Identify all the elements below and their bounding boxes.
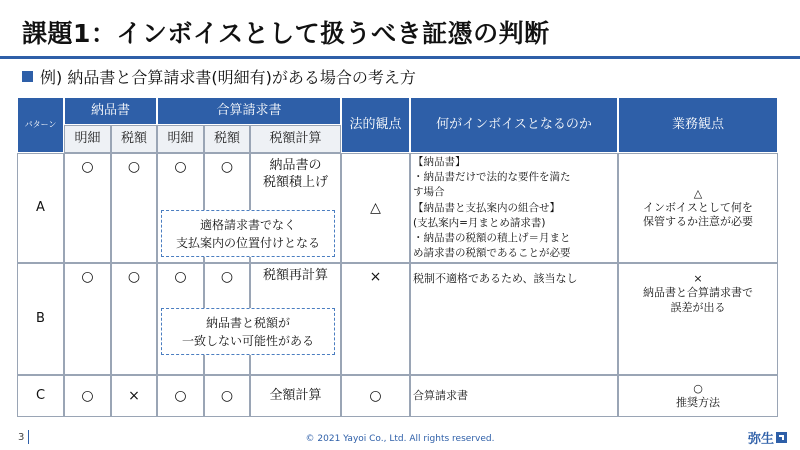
row-b-houteki: × xyxy=(341,263,410,375)
logo-arrow-icon xyxy=(776,432,787,443)
page-number: 3 xyxy=(18,432,25,443)
row-b-meisai-2: ○ xyxy=(157,263,204,375)
row-c-zeigaku-1: × xyxy=(111,375,157,417)
row-b-meisai-1: ○ xyxy=(64,263,111,375)
subheader-meisai-2: 明細 xyxy=(157,125,204,153)
subheader-zeigaku-2: 税額 xyxy=(204,125,250,153)
row-c-gyoumu: ○ 推奨方法 xyxy=(618,375,778,417)
title-divider xyxy=(0,56,800,59)
row-b-note-line-1: 納品書と税額が xyxy=(205,315,290,330)
header-nouhinsho: 納品書 xyxy=(64,97,157,125)
row-b-gyoumu: × 納品書と合算請求書で 誤差が出る xyxy=(618,263,778,375)
row-a-note-line-1: 適格請求書でなく xyxy=(199,217,296,232)
row-b-note-line-2: 一致しない可能性がある xyxy=(181,333,314,348)
header-invoice-target: 何がインボイスとなるのか xyxy=(410,97,618,153)
row-b-note xyxy=(161,308,335,355)
row-a-zeigaku-keisan: 納品書の 税額積上げ xyxy=(250,153,341,263)
row-a-note-line-2: 支払案内の位置付けとなる xyxy=(175,235,320,250)
row-c-meisai-2: ○ xyxy=(157,375,204,417)
row-c-meisai-1: ○ xyxy=(64,375,111,417)
row-a-note xyxy=(161,210,335,257)
row-c-houteki: ○ xyxy=(341,375,410,417)
row-c-zeigaku-keisan: 全額計算 xyxy=(250,375,341,417)
row-a-houteki: △ xyxy=(341,153,410,263)
row-b-invoice-target: 税制不適格であるため、該当なし xyxy=(410,263,618,375)
row-b-zeigaku-keisan: 税額再計算 xyxy=(250,263,341,375)
copyright-text: © 2021 Yayoi Co., Ltd. All rights reserved. xyxy=(305,434,495,444)
page-title: 課題1：インボイスとして扱うべき証憑の判断 xyxy=(22,19,550,48)
row-b-zeigaku-2: ○ xyxy=(204,263,250,375)
row-b-zeigaku-1: ○ xyxy=(111,263,157,375)
subtitle xyxy=(22,65,416,88)
logo-text: 弥生 xyxy=(748,432,775,447)
header-pattern: パターン xyxy=(17,97,64,153)
yayoi-logo xyxy=(748,428,787,447)
header-gassan-seikyusho: 合算請求書 xyxy=(157,97,341,125)
header-gyoumu-kanten: 業務観点 xyxy=(618,97,778,153)
row-a-invoice-target: 【納品書】 ・納品書だけで法的な要件を満た す場合 【納品書と支払案内の組合せ】 (支払案内=月まとめ請求書) ・納品書の税額の積上げ＝月まと め請求書の税額であることが必要 xyxy=(410,153,618,263)
row-c-invoice-target: 合算請求書 xyxy=(410,375,618,417)
subheader-meisai-1: 明細 xyxy=(64,125,111,153)
row-a-meisai-1: ○ xyxy=(64,153,111,263)
subheader-zeigaku-1: 税額 xyxy=(111,125,157,153)
row-a-gyoumu: △ インボイスとして何を 保管するか注意が必要 xyxy=(618,153,778,263)
comparison-table xyxy=(17,97,778,417)
subheader-zeigaku-keisan: 税額計算 xyxy=(250,125,341,153)
row-a-zeigaku-2: ○ xyxy=(204,153,250,263)
row-b-label: B xyxy=(17,263,64,375)
row-c-label: C xyxy=(17,375,64,417)
row-a-zeigaku-1: ○ xyxy=(111,153,157,263)
bullet-square-icon xyxy=(22,71,33,82)
subtitle-text: 例) 納品書と合算請求書(明細有)がある場合の考え方 xyxy=(40,68,416,87)
header-houteki-kanten: 法的観点 xyxy=(341,97,410,153)
row-a-meisai-2: ○ xyxy=(157,153,204,263)
row-a-label: A xyxy=(17,153,64,263)
row-c-zeigaku-2: ○ xyxy=(204,375,250,417)
